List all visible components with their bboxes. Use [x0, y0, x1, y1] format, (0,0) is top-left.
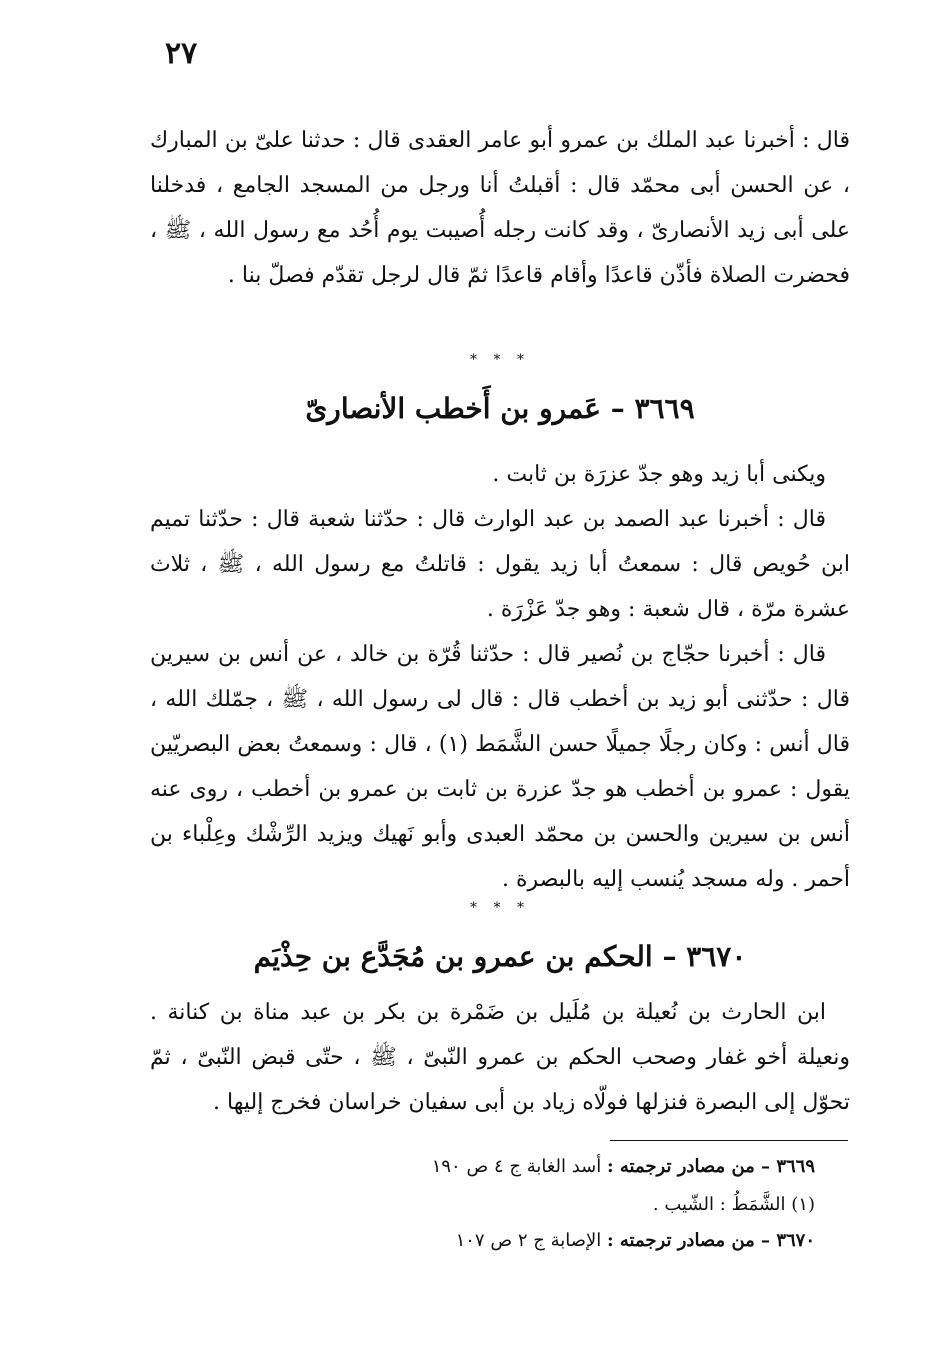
- entry-body-3669: [150, 452, 850, 902]
- section-separator: * * *: [470, 900, 530, 916]
- entry-heading-3669: ٣٦٦٩ – عَمرو بن أَخطب الأنصارىّ: [305, 392, 695, 425]
- section-separator: * * *: [470, 352, 530, 368]
- footnote-1: [653, 1194, 815, 1215]
- footnote-label: (١): [791, 1194, 815, 1215]
- footnote-label: ٣٦٧٠ – من مصادر ترجمته :: [607, 1230, 815, 1251]
- paragraph: قال : أخبرنا حجّاج بن نُصير قال : حدّثنا قُرّة بن خالد ، عن أنس بن سيرين قال : حدّثنى أبو زيد بن أخطب قال : قال لى رسول الله ، ﷺ ، جمّلك الله ، قال أنس : وكان رجلًا جميلًا حسن الشَّمَط (١) ، قال : وسمعتُ بعض البصريّين يقول : عمرو بن أخطب هو جدّ عزرة بن ثابت بن عمرو بن أخطب ، روى عنه أنس بن سيرين والحسن بن محمّد العبدى وأبو نَهيك ويزيد الرِّشْك وعِلْباء بن أحمر . وله مسجد يُنسب إليه بالبصرة .: [150, 642, 850, 892]
- entry-heading-3670: ٣٦٧٠ – الحكم بن عمرو بن مُجَدَّع بن حِذْيَم: [253, 940, 747, 973]
- footnote-text: أسد الغابة ج ٤ ص ١٩٠: [431, 1156, 602, 1177]
- footnote-3670: [456, 1230, 815, 1251]
- opening-paragraph-block: [150, 118, 850, 298]
- paragraph: ابن الحارث بن نُعيلة بن مُلَيل بن ضَمْرة بن بكر بن عبد مناة بن كنانة . ونعيلة أخو غفار وصحب الحكم بن عمرو النّبىّ ، ﷺ ، حتّى قبض النّبىّ ، ثمّ تحوّل إلى البصرة فنزلها فولّاه زياد بن أبى سفيان خراسان فخرج إليها .: [150, 1000, 850, 1115]
- page-number: ٢٧: [165, 36, 198, 71]
- footnote-text: الشَّمَطُ : الشّيب .: [652, 1194, 786, 1215]
- footnote-rule: [610, 1140, 848, 1141]
- footnote-3669: [432, 1156, 815, 1177]
- footnote-label: ٣٦٦٩ – من مصادر ترجمته :: [607, 1156, 815, 1177]
- entry-body-3670: [150, 990, 850, 1125]
- paragraph: قال : أخبرنا عبد الصمد بن عبد الوارث قال : حدّثنا شعبة قال : حدّثنا تميم ابن حُويص قال : سمعتُ أبا زيد يقول : قاتلتُ مع رسول الله ، ﷺ ، ثلاث عشرة مرّة ، قال شعبة : وهو جدّ عَزْرَة .: [150, 507, 850, 622]
- paragraph: ويكنى أبا زيد وهو جدّ عزرَة بن ثابت .: [492, 462, 826, 487]
- paragraph: قال : أخبرنا عبد الملك بن عمرو أبو عامر العقدى قال : حدثنا علىّ بن المبارك ، عن الحسن أبى محمّد قال : أقبلتُ أنا ورجل من المسجد الجامع ، فدخلنا على أبى زيد الأنصارىّ ، وقد كانت رجله أُصيبت يوم أُحُد مع رسول الله ، ﷺ ، فحضرت الصلاة فأذّن قاعدًا وأقام قاعدًا ثمّ قال لرجل تقدّم فصلّ بنا .: [150, 128, 850, 288]
- footnote-text: الإصابة ج ٢ ص ١٠٧: [455, 1230, 602, 1251]
